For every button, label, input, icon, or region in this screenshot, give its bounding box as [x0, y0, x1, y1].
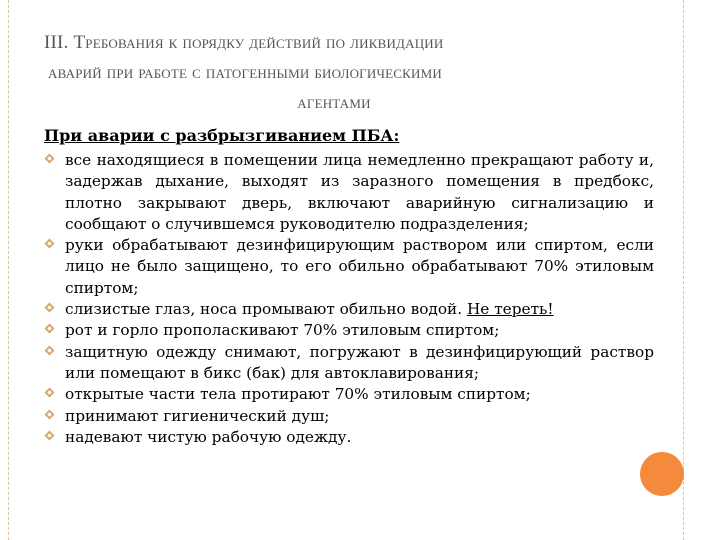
- diamond-bullet-icon: [44, 345, 55, 356]
- slide-title: [44, 28, 684, 118]
- section-heading: При аварии с разбрызгиванием ПБА:: [44, 126, 400, 145]
- list-item: [44, 342, 654, 385]
- list-item: [44, 299, 654, 320]
- diamond-bullet-icon: [44, 302, 55, 313]
- orange-circle-decoration: [640, 452, 684, 496]
- list-item-text: принимают гигиенический душ;: [65, 406, 330, 425]
- bullet-list: [44, 150, 654, 448]
- list-item: [44, 427, 654, 448]
- diamond-bullet-icon: [44, 238, 55, 249]
- diamond-bullet-icon: [44, 323, 55, 334]
- diamond-bullet-icon: [44, 153, 55, 164]
- diamond-bullet-icon: [44, 430, 55, 441]
- diamond-bullet-icon: [44, 387, 55, 398]
- list-item-text: открытые части тела протирают 70% этиловым спиртом;: [65, 385, 531, 404]
- list-item-text: надевают чистую рабочую одежду.: [65, 427, 352, 446]
- list-item-text: слизистые глаз, носа промывают обильно водой.: [65, 300, 467, 319]
- emphasis-text: Не тереть!: [466, 300, 554, 319]
- list-item: [44, 235, 654, 299]
- left-border-line: [8, 0, 9, 540]
- list-item-text: руки обрабатывают дезинфицирующим раствором или спиртом, если лицо не было защищено, то его обильно обрабатывают 70% этиловым спиртом;: [65, 236, 654, 297]
- list-item: [44, 320, 654, 341]
- title-line-3: агентами: [297, 92, 371, 113]
- title-line-2: аварий при работе с патогенными биологическими: [48, 62, 442, 83]
- list-item: [44, 406, 654, 427]
- list-item-text: защитную одежду снимают, погружают в дезинфицирующий раствор или помещают в бикс (бак) для автоклавирования;: [65, 342, 654, 382]
- title-line-1: III. Требования к порядку действий по ликвидации: [44, 32, 444, 53]
- list-item: [44, 384, 654, 405]
- list-item-text: рот и горло прополаскивают 70% этиловым спиртом;: [65, 321, 500, 340]
- diamond-bullet-icon: [44, 409, 55, 420]
- list-item-text: все находящиеся в помещении лица немедленно прекращают работу и, задержав дыхание, выходят из заразного помещения в предбокс, плотно закрывают дверь, включают аварийную сигнализацию и сообщают о случившемся руководителю подразделения;: [65, 151, 654, 233]
- list-item: [44, 150, 654, 235]
